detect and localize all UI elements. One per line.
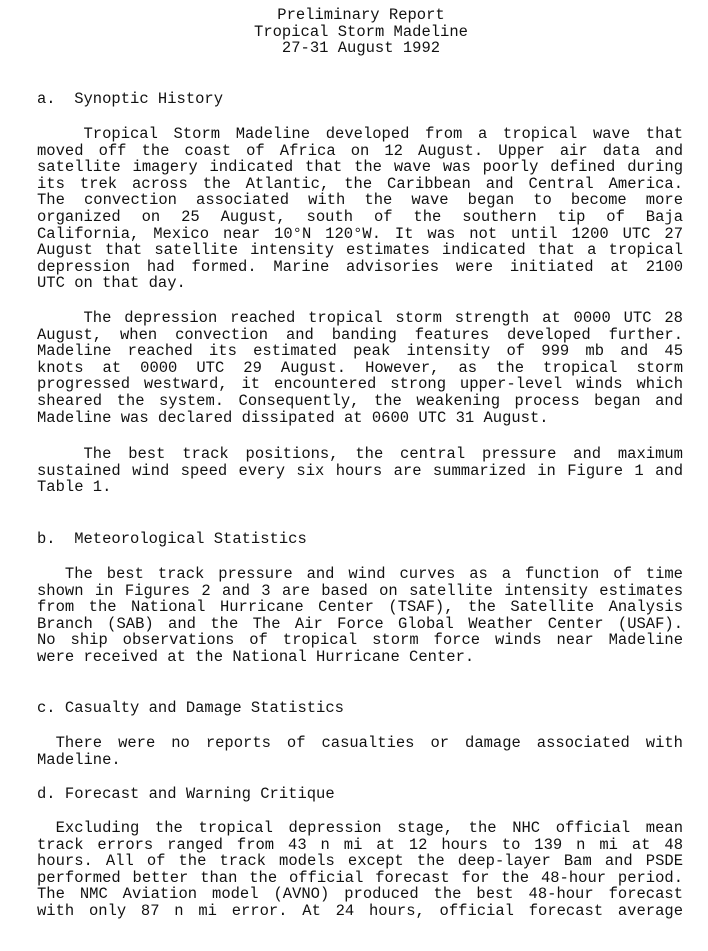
text-line: There were no reports of casualties or damage associated with (55, 734, 683, 752)
text-line: sheared the system. Consequently, the weakening process began and (37, 391, 683, 410)
text-line: The best track positions, the central pressure and maximum (83, 445, 683, 463)
section-d-heading: d. Forecast and Warning Critique (37, 785, 335, 803)
text-line: track errors ranged from 43 n mi at 12 hours to 139 n mi at 48 (37, 835, 683, 854)
text-line: performed better than the official forecast for the 48-hour period. (37, 868, 683, 887)
text-line: The best track pressure and wind curves as a function of time (64, 565, 683, 583)
report-title-block (0, 7, 708, 57)
section-c-heading: c. Casualty and Damage Statistics (37, 699, 344, 717)
text-line: Madeline was declared dissipated at 0600 UTC 31 August. (37, 408, 549, 427)
text-line: shown in Figures 2 and 3 are based on satellite intensity estimates (37, 581, 683, 600)
text-line: Excluding the tropical depression stage, the NHC official mean (55, 819, 683, 837)
text-line: Tropical Storm Madeline developed from a tropical wave that (83, 125, 683, 143)
report-title: Preliminary Report (277, 6, 445, 24)
text-line: August that satellite intensity estimates indicated that a tropical (37, 241, 683, 260)
section-a-heading: a. Synoptic History (37, 90, 224, 108)
text-line: Madeline. (37, 750, 121, 769)
section-b-heading: b. Meteorological Statistics (37, 530, 307, 548)
text-line: with only 87 n mi error. At 24 hours, official forecast average (37, 901, 683, 920)
text-line: its trek across the Atlantic, the Caribbean and Central America. (37, 174, 683, 193)
text-line: satellite imagery indicated that the wave was poorly defined during (37, 158, 683, 177)
section-c-paragraph-1 (37, 735, 683, 768)
text-line: depression had formed. Marine advisories were initiated at 2100 (37, 257, 683, 276)
text-line: The depression reached tropical storm strength at 0000 UTC 28 (83, 309, 683, 327)
text-line: August, when convection and banding features developed further. (37, 325, 683, 344)
section-a-paragraph-2 (37, 310, 683, 426)
text-line: The convection associated with the wave began to become more (37, 191, 683, 210)
text-line: from the National Hurricane Center (TSAF), the Satellite Analysis (37, 598, 683, 617)
text-line: UTC on that day. (37, 274, 186, 293)
section-d-paragraph-1 (37, 820, 683, 920)
text-line: Table 1. (37, 478, 112, 497)
text-line: progressed westward, it encountered strong upper-level winds which (37, 375, 683, 394)
storm-name: Tropical Storm Madeline (254, 22, 468, 41)
text-line: The NMC Aviation model (AVNO) produced the best 48-hour forecast (37, 885, 683, 904)
text-line: were received at the National Hurricane Center. (37, 647, 475, 666)
text-line: moved off the coast of Africa on 12 August. Upper air data and (37, 141, 683, 160)
section-b-paragraph-1 (37, 566, 683, 666)
text-line: hours. All of the track models except the deep-layer Bam and PSDE (37, 852, 683, 871)
text-line: knots at 0000 UTC 29 August. However, as the tropical storm (37, 358, 683, 377)
text-line: California, Mexico near 10°N 120°W. It was not until 1200 UTC 27 (37, 224, 683, 243)
text-line: sustained wind speed every six hours are summarized in Figure 1 and (37, 461, 683, 480)
text-line: Madeline reached its estimated peak intensity of 999 mb and 45 (37, 342, 683, 361)
text-line: organized on 25 August, south of the southern tip of Baja (37, 207, 683, 226)
text-line: No ship observations of tropical storm force winds near Madeline (37, 631, 683, 650)
section-a-paragraph-1 (37, 126, 683, 292)
date-range: 27-31 August 1992 (281, 39, 441, 57)
section-a-paragraph-3 (37, 446, 683, 496)
text-line: Branch (SAB) and the The Air Force Global Weather Center (USAF). (37, 614, 683, 633)
